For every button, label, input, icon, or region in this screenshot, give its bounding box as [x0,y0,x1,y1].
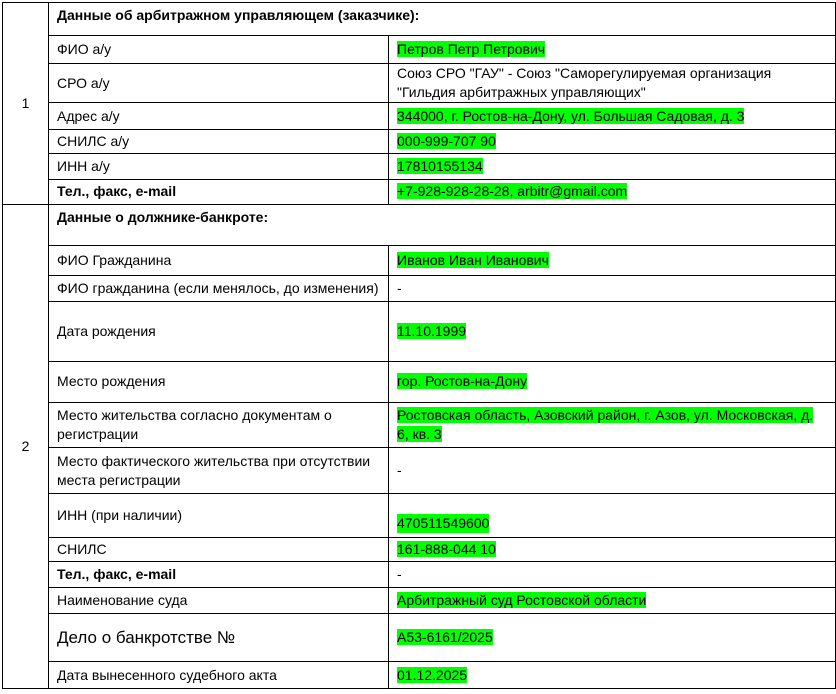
row-label: Место фактического жительства при отсутствии места регистрации [49,448,389,494]
row-value [389,662,836,689]
row-label: СНИЛС а/у [49,129,389,153]
highlighted-value: А53-6161/2025 [397,629,493,646]
row-value: - [389,275,836,301]
section-number: 1 [3,3,49,205]
row-label: Дата вынесенного судебного акта [49,662,389,689]
row-value: - [389,561,836,587]
highlighted-value: 11.10.1999 [397,323,467,340]
table-row [3,537,836,561]
row-label: Адрес а/у [49,103,389,129]
row-label: Дело о банкротстве № [49,613,389,662]
row-label: ФИО а/у [49,36,389,63]
section-number: 2 [3,204,49,688]
table-row [3,204,836,246]
debtor-data-table [2,2,836,689]
table-row [3,613,836,662]
row-label: СРО а/у [49,63,389,103]
table-row [3,179,836,204]
highlighted-value: 17810155134 [397,157,483,174]
row-value [389,154,836,179]
row-label: ИНН (при наличии) [49,494,389,538]
table-row [3,662,836,689]
highlighted-value: Арбитражный суд Ростовской области [397,592,647,609]
table-row [3,362,836,403]
row-value [389,302,836,362]
row-value [389,36,836,63]
row-value [389,537,836,561]
table-row [3,246,836,275]
row-value [389,179,836,204]
table-row [3,3,836,36]
row-label: Место жительства согласно документам о регистрации [49,402,389,448]
row-label: ФИО гражданина (если менялось, до изменения) [49,275,389,301]
table-row [3,494,836,538]
highlighted-value: Иванов Иван Иванович [397,252,549,269]
table-row [3,561,836,587]
table-row [3,129,836,153]
section-title: Данные о должнике-банкроте: [49,204,836,246]
table-row [3,275,836,301]
highlighted-value: 161-888-044 10 [397,540,496,557]
highlighted-value: 470511549600 [397,514,490,531]
row-value: - [389,448,836,494]
highlighted-value: Ростовская область, Азовский район, г. Азов, ул. Московская, д. 6, кв. 3 [397,407,814,443]
row-label: ФИО Гражданина [49,246,389,275]
table-row [3,154,836,179]
row-value: Союз СРО "ГАУ" - Союз "Саморегулируемая организация "Гильдия арбитражных управляющих" [389,63,836,103]
highlighted-value: 000-999-707 90 [397,132,496,149]
row-value [389,494,836,538]
row-value [389,588,836,613]
table-row [3,402,836,448]
table-row [3,103,836,129]
table-row [3,63,836,103]
row-label: СНИЛС [49,537,389,561]
row-label: Дата рождения [49,302,389,362]
table-row [3,588,836,613]
row-label: Тел., факс, e-mail [49,179,389,204]
table-row [3,448,836,494]
row-value [389,103,836,129]
row-label: Тел., факс, e-mail [49,561,389,587]
row-value [389,129,836,153]
section-title: Данные об арбитражном управляющем (заказчике): [49,3,836,36]
row-value [389,362,836,403]
highlighted-value: 344000, г. Ростов-на-Дону, ул. Большая Садовая, д. 3 [397,107,745,124]
table-row [3,302,836,362]
table-row [3,36,836,63]
row-value [389,613,836,662]
row-value [389,402,836,448]
highlighted-value: +7-928-928-28-28, arbitr@gmail.com [397,183,628,200]
highlighted-value: Петров Петр Петрович [397,41,546,58]
row-label: Место рождения [49,362,389,403]
row-label: ИНН а/у [49,154,389,179]
row-label: Наименование суда [49,588,389,613]
highlighted-value: 01.12.2025 [397,666,468,683]
highlighted-value: гор. Ростов-на-Дону [397,373,528,390]
row-value [389,246,836,275]
